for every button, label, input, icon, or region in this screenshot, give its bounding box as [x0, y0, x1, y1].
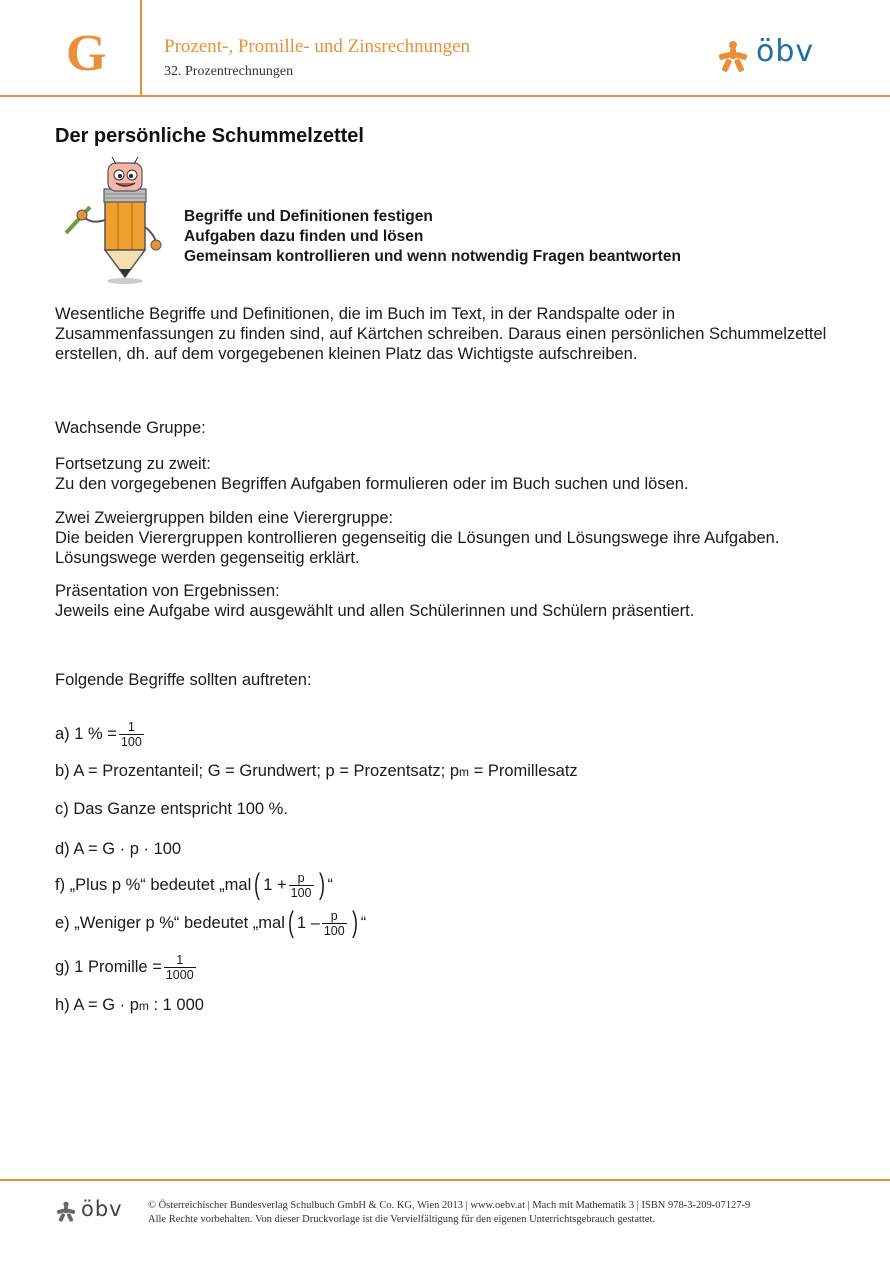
phase-text: Jeweils eine Aufgabe wird ausgewählt und allen Schülerinnen und Schülern präsentiert. — [55, 602, 695, 620]
logo-text: öbv — [756, 34, 815, 69]
group-heading: Wachsende Gruppe: — [55, 419, 206, 437]
phase-heading: Fortsetzung zu zweit: — [55, 455, 211, 473]
page-title: Der persönliche Schummelzettel — [55, 125, 364, 147]
star-logo-icon — [55, 1201, 77, 1223]
phase-block — [55, 454, 835, 494]
fraction: $\frac{1}{100}$ — [120, 720, 142, 749]
pencil-mascot-icon — [60, 155, 170, 285]
phase-heading: Zwei Zweiergruppen bilden eine Vierergruppe: — [55, 509, 394, 527]
page-header — [0, 0, 890, 97]
fraction: $\frac{p}{100}$ — [323, 908, 345, 938]
term-d: d) A = G · p · 100 — [55, 840, 182, 858]
publisher-logo — [716, 34, 826, 76]
terms-heading: Folgende Begriffe sollten auftreten: — [55, 671, 312, 689]
chapter-subtitle: 32. Prozentrechnungen — [164, 64, 294, 79]
phase-block — [55, 581, 835, 621]
term-b: b) A = Prozentanteil; G = Grundwert; p = Prozentsatz; p m = Promillesatz — [55, 762, 578, 780]
fraction: $\frac{p}{100}$ — [290, 870, 312, 900]
learning-goals — [184, 207, 681, 267]
term-g: g) 1 Promille = $\frac{1}{1000}$ — [55, 953, 194, 982]
term-h: h) A = G · p m : 1 000 — [55, 996, 204, 1014]
intro-paragraph: Wesentliche Begriffe und Definitionen, die im Buch im Text, in der Randspalte oder in Zusammenfassungen zu finden sind, auf Kärtchen schreiben. Daraus einen persönlichen Schummelzettel erstellen, dh. auf dem vorgegebenen kleinen Platz das Wichtigste aufschreiben. — [55, 305, 827, 363]
goal-item: Aufgaben dazu finden und lösen — [184, 228, 424, 245]
term-a: a) 1 % = $\frac{1}{100}$ — [55, 720, 142, 749]
phase-text: Die beiden Vierergruppen kontrollieren gegenseitig die Lösungen und Lösungswege ihre Aufgaben. Lösungswege werden gegenseitig erklärt. — [55, 529, 780, 567]
chapter-letter: G — [66, 25, 107, 82]
copyright-notice: © Österreichischer Bundesverlag Schulbuch GmbH & Co. KG, Wien 2013 | www.oebv.at | Mach mit Mathematik 3 | ISBN 978-3-209-07127-9 Alle Rechte vorbehalten. Von dieser Druckvorlage ist die Vervielfältigung für den eigenen Unterrichtsgebrauch gestattet. — [148, 1200, 751, 1225]
goal-item: Gemeinsam kontrollieren und wenn notwendig Fragen beantworten — [184, 248, 681, 265]
footer-logo — [55, 1197, 135, 1227]
goal-item: Begriffe und Definitionen festigen — [184, 208, 433, 225]
term-e: e) „Weniger p %“ bedeutet „mal ( 1 – $\frac{p}{100}$ ) “ — [55, 906, 367, 939]
star-logo-icon — [716, 40, 750, 74]
fraction: $\frac{1}{1000}$ — [165, 953, 194, 982]
header-divider — [140, 0, 142, 95]
phase-block — [55, 508, 835, 568]
logo-text: öbv — [81, 1197, 123, 1221]
term-f: f) „Plus p %“ bedeutet „mal ( 1 + $\frac{p}{100}$ ) “ — [55, 868, 334, 901]
term-c: c) Das Ganze entspricht 100 %. — [55, 800, 288, 818]
page-footer — [0, 1179, 890, 1261]
phase-text: Zu den vorgegebenen Begriffen Aufgaben formulieren oder im Buch suchen und lösen. — [55, 475, 689, 493]
phase-heading: Präsentation von Ergebnissen: — [55, 582, 280, 600]
chapter-title: Prozent-, Promille- und Zinsrechnungen — [164, 36, 471, 57]
